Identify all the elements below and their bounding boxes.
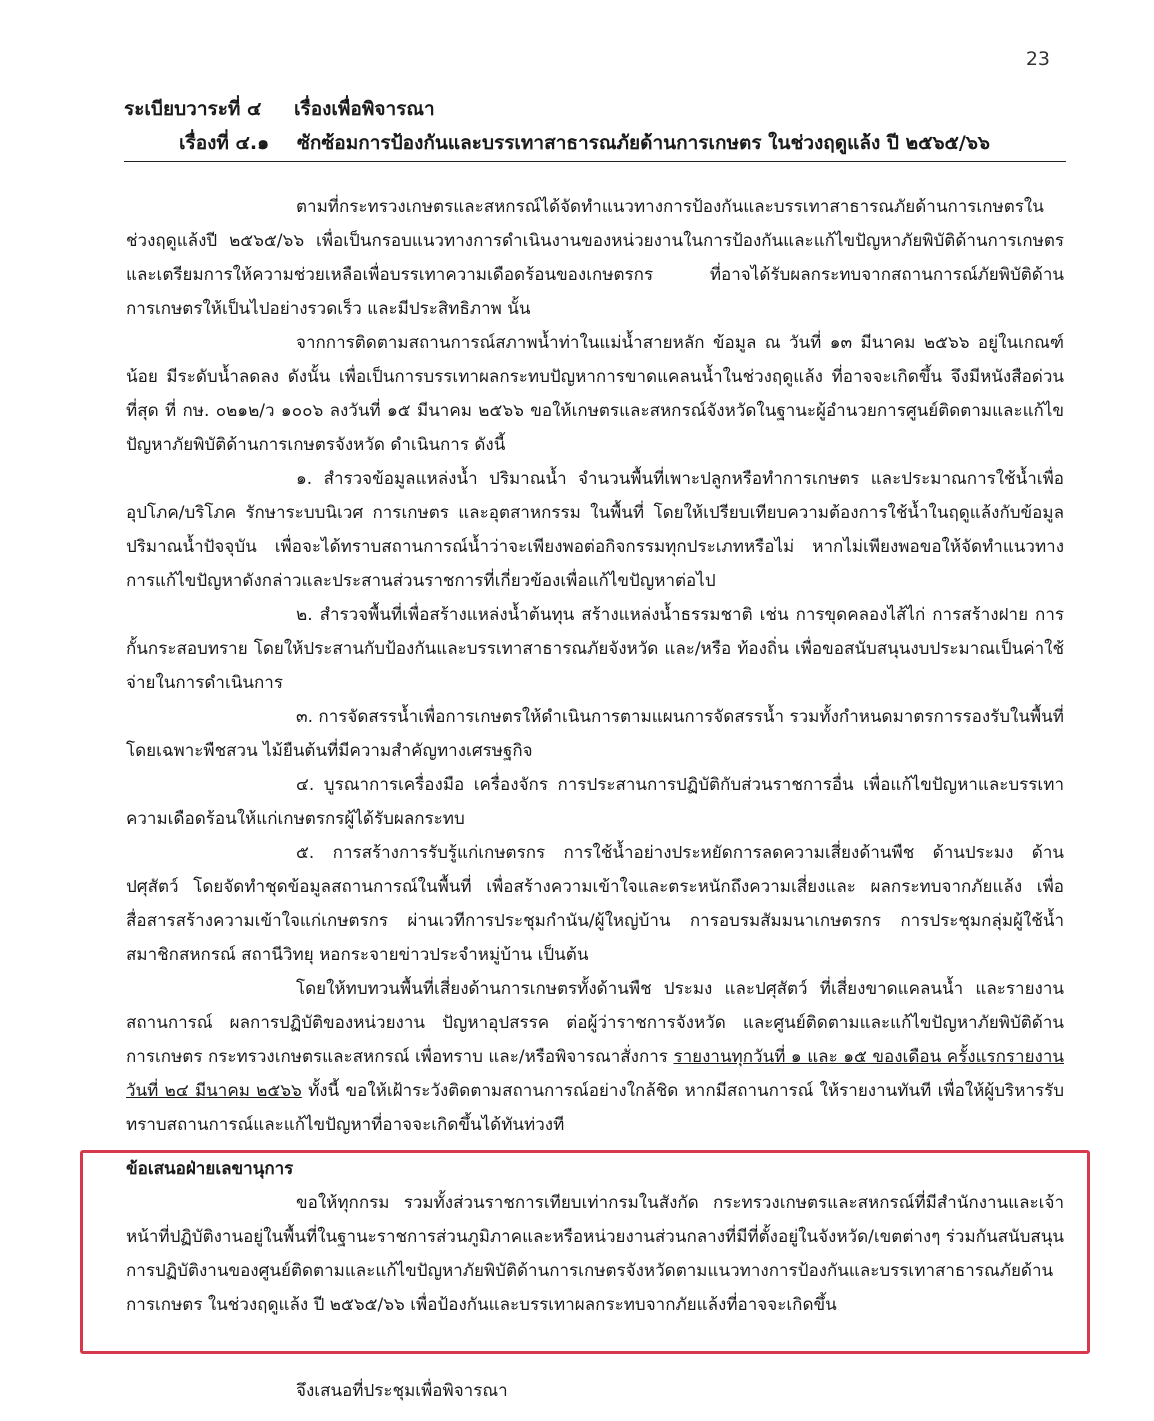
agenda-title: เรื่องเพื่อพิจารณา bbox=[294, 98, 435, 120]
topic-label: เรื่องที่ ๔.๑ bbox=[179, 132, 270, 154]
topic-heading bbox=[124, 126, 1066, 160]
paragraph-intro: ตามที่กระทรวงเกษตรและสหกรณ์ได้จัดทำแนวทางการป้องกันและบรรเทาสาธารณภัยด้านการเกษตรในช่วงฤดูแล้งปี ๒๕๖๕/๖๖ เพื่อเป็นกรอบแนวทางการดำเนินงานของหน่วยงานในการป้องกันและแก้ไขปัญหาภัยพิบัติด้านการเกษตร และเตรียมการให้ความช่วยเหลือเพื่อบรรเทาความเดือดร้อนของเกษตรกร ที่อาจได้รับผลกระทบจากสถานการณ์ภัยพิบัติด้านการเกษตรให้เป็นไปอย่างรวดเร็ว และมีประสิทธิภาพ นั้น bbox=[126, 197, 1064, 319]
paragraph-reporting bbox=[126, 972, 1064, 1142]
paragraph-situation: จากการติดตามสถานการณ์สภาพน้ำท่าในแม่น้ำสายหลัก ข้อมูล ณ วันที่ ๑๓ มีนาคม ๒๕๖๖ อยู่ในเกณฑ์น้อย มีระดับน้ำลดลง ดังนั้น เพื่อเป็นการบรรเทาผลกระทบปัญหาการขาดแคลนน้ำในช่วงฤดูแล้ง ที่อาจจะเกิดขึ้น จึงมีหนังสือด่วนที่สุด ที่ กษ. ๐๒๑๒/ว ๑๐๐๖ ลงวันที่ ๑๕ มีนาคม ๒๕๖๖ ขอให้เกษตรและสหกรณ์จังหวัดในฐานะผู้อำนวยการศูนย์ติดตามและแก้ไขปัญหาภัยพิบัติด้านการเกษตรจังหวัด ดำเนินการ ดังนี้ bbox=[126, 333, 1064, 455]
closing-statement: จึงเสนอที่ประชุมเพื่อพิจารณา bbox=[296, 1381, 508, 1401]
agenda-heading bbox=[124, 92, 1066, 126]
agenda-label: ระเบียบวาระที่ ๔ bbox=[124, 98, 262, 120]
list-item-1: ๑. สำรวจข้อมูลแหล่งน้ำ ปริมาณน้ำ จำนวนพื้นที่เพาะปลูกหรือทำการเกษตร และประมาณการใช้น้ำเพื่ออุปโภค/บริโภค รักษาระบบนิเวศ การเกษตร และอุตสาหกรรม ในพื้นที่ โดยให้เปรียบเทียบความต้องการใช้น้ำในฤดูแล้งกับข้อมูลปริมาณน้ำปัจจุบัน เพื่อจะได้ทราบสถานการณ์น้ำว่าจะเพียงพอต่อกิจกรรมทุกประเภทหรือไม่ หากไม่เพียงพอขอให้จัดทำแนวทางการแก้ไขปัญหาดังกล่าวและประสานส่วนราชการที่เกี่ยวข้องเพื่อแก้ไขปัญหาต่อไป bbox=[126, 469, 1064, 591]
document-body bbox=[126, 190, 1064, 1142]
list-item-2: ๒. สำรวจพื้นที่เพื่อสร้างแหล่งน้ำต้นทุน สร้างแหล่งน้ำธรรมชาติ เช่น การขุดคลองไส้ไก่ การสร้างฝาย การกั้นกระสอบทราย โดยให้ประสานกับป้องกันและบรรเทาสาธารณภัยจังหวัด และ/หรือ ท้องถิ่น เพื่อขอสนับสนุนงบประมาณเป็นค่าใช้จ่ายในการดำเนินการ bbox=[126, 605, 1064, 693]
reporting-text-after: ทั้งนี้ ขอให้เฝ้าระวังติดตามสถานการณ์อย่างใกล้ชิด หากมีสถานการณ์ ให้รายงานทันที เพื่อให้ผู้บริหารรับทราบสถานการณ์และแก้ไขปัญหาที่อาจจะเกิดขึ้นได้ทันท่วงที bbox=[126, 1081, 1064, 1135]
list-item-4: ๔. บูรณาการเครื่องมือ เครื่องจักร การประสานการปฏิบัติกับส่วนราชการอื่น เพื่อแก้ไขปัญหาและบรรเทาความเดือดร้อนให้แก่เกษตรกรผู้ได้รับผลกระทบ bbox=[126, 775, 1064, 829]
reporting-text-before: โดยให้ทบทวนพื้นที่เสี่ยงด้านการเกษตรทั้งด้านพืช ประมง และปศุสัตว์ ที่เสี่ยงขาดแคลนน้ำ และรายงานสถานการณ์ ผลการปฏิบัติของหน่วยงาน ปัญหาอุปสรรค ต่อผู้ว่าราชการจังหวัด และศูนย์ติดตามและแก้ไขปัญหาภัยพิบัติด้านการเกษตร กระทรวงเกษตรและสหกรณ์ เพื่อทราบ และ/หรือพิจารณาสั่งการ bbox=[126, 979, 1064, 1067]
proposal-text: ขอให้ทุกกรม รวมทั้งส่วนราชการเทียบเท่ากรมในสังกัด กระทรวงเกษตรและสหกรณ์ที่มีสำนักงานและเจ้าหน้าที่ปฏิบัติงานอยู่ในพื้นที่ในฐานะราชการส่วนภูมิภาคและหรือหน่วยงานส่วนกลางที่มีที่ตั้งอยู่ในจังหวัด/เขตต่างๆ ร่วมกันสนับสนุนการปฏิบัติงานของศูนย์ติดตามและแก้ไขปัญหาภัยพิบัติด้านการเกษตรจังหวัดตามแนวทางการป้องกันและบรรเทาสาธารณภัยด้านการเกษตร ในช่วงฤดูแล้ง ปี ๒๕๖๕/๖๖ เพื่อป้องกันและบรรเทาผลกระทบจากภัยแล้งที่อาจจะเกิดขึ้น bbox=[126, 1193, 1064, 1315]
topic-title: ซักซ้อมการป้องกันและบรรเทาสาธารณภัยด้านการเกษตร ในช่วงฤดูแล้ง ปี ๒๕๖๕/๖๖ bbox=[297, 132, 990, 154]
header-divider bbox=[124, 161, 1066, 162]
reporting-schedule-underlined: รายงานทุกวันที่ ๑ และ ๑๕ ของเดือน ครั้งแรกรายงานวันที่ ๒๔ มีนาคม ๒๕๖๖ bbox=[126, 1047, 1064, 1101]
proposal-heading: ข้อเสนอฝ่ายเลขานุการ bbox=[126, 1159, 294, 1179]
page-number: 23 bbox=[1025, 48, 1050, 70]
document-header bbox=[124, 92, 1066, 160]
list-item-3: ๓. การจัดสรรน้ำเพื่อการเกษตรให้ดำเนินการตามแผนการจัดสรรน้ำ รวมทั้งกำหนดมาตรการรองรับในพื้นที่ โดยเฉพาะพืชสวน ไม้ยืนต้นที่มีความสำคัญทางเศรษฐกิจ bbox=[126, 707, 1065, 761]
list-item-5: ๕. การสร้างการรับรู้แก่เกษตรกร การใช้น้ำอย่างประหยัดการลดความเสี่ยงด้านพืช ด้านประมง ด้านปศุสัตว์ โดยจัดทำชุดข้อมูลสถานการณ์ในพื้นที่ เพื่อสร้างความเข้าใจและตระหนักถึงความเสี่ยงและ ผลกระทบจากภัยแล้ง เพื่อสื่อสารสร้างความเข้าใจแก่เกษตรกร ผ่านเวทีการประชุมกำนัน/ผู้ใหญ่บ้าน การอบรมสัมมนาเกษตรกร การประชุมกลุ่มผู้ใช้น้ำ สมาชิกสหกรณ์ สถานีวิทยุ หอกระจายข่าวประจำหมู่บ้าน เป็นต้น bbox=[126, 843, 1064, 965]
secretariat-proposal bbox=[126, 1152, 1064, 1322]
